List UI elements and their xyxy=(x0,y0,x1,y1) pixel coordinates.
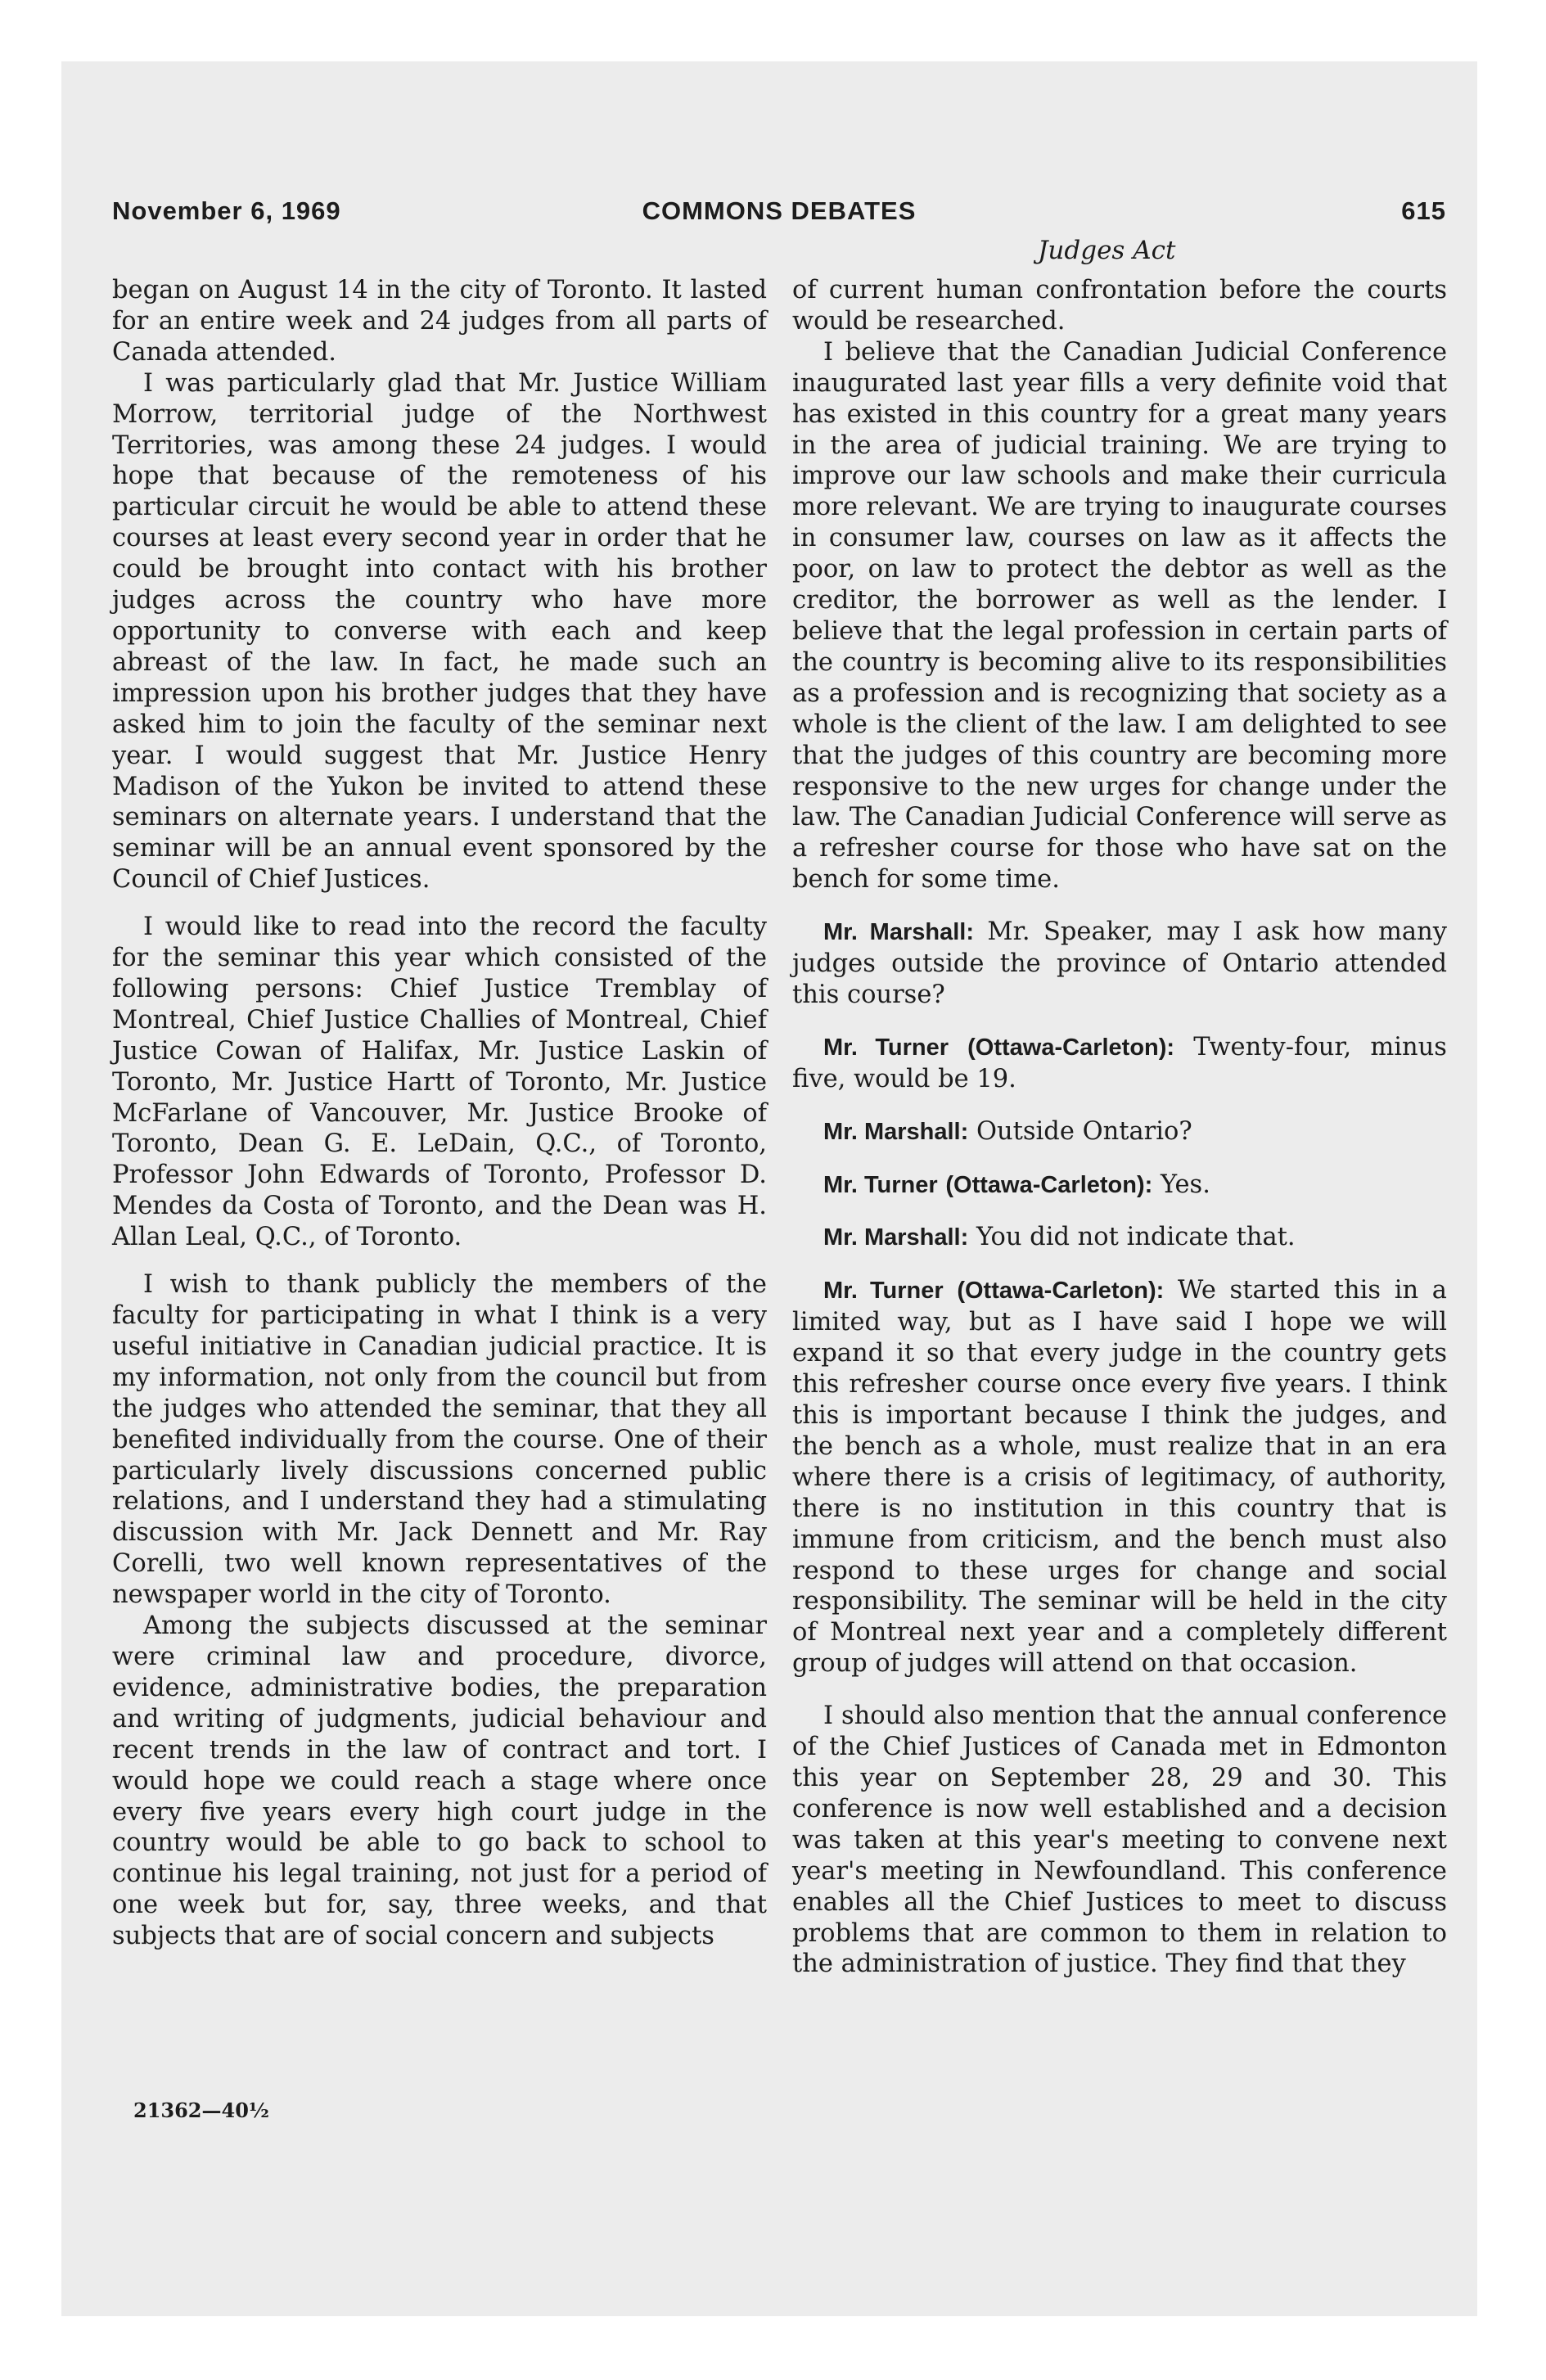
right-column xyxy=(792,275,1447,1980)
speech-text: You did not indicate that. xyxy=(976,1223,1296,1252)
speaker-riding: (Ottawa-Carleton): xyxy=(945,1171,1153,1198)
speech-marshall xyxy=(792,1116,1447,1148)
speech-text: We started this in a limited way, but as I have said I hope we will expand it so that every judge in the country gets this refresher course once every five years. I think this is important because I think the judges, and the bench as a whole, must realize that in an era where there is a crisis of legitimacy, of authority, there is no institution in this country that is immune from criticism, and the bench must also respond to these urges for change and social responsibility. The seminar will be held in the city of Montreal next year and a completely different group of judges will attend on that occasion. xyxy=(792,1276,1447,1679)
paragraph: of current human confrontation before the courts would be researched. xyxy=(792,276,1447,336)
speaker-name: Mr. Marshall: xyxy=(823,1224,969,1251)
speaker-name: Mr. Turner xyxy=(823,1278,944,1305)
speech-turner xyxy=(792,1275,1447,1679)
speaker-name: Mr. Marshall: xyxy=(823,919,974,946)
page-header xyxy=(112,196,1446,237)
paragraph: began on August 14 in the city of Toronto. It lasted for an entire week and 24 judges from all parts of Canada attended. xyxy=(112,276,767,367)
speaker-name: Mr. Turner xyxy=(823,1034,949,1061)
paragraph: I believe that the Canadian Judicial Conference inaugurated last year fills a very definite void that has existed in this country for a great many years in the area of judicial training. We are trying to improve our law schools and make their curricula more relevant. We are trying to inaugurate courses in consumer law, courses on law as it affects the poor, on law to protect the debtor as well as the creditor, the borrower as well as the lender. I believe that the legal profession in certain parts of the country is becoming alive to its responsibilities as a profession and is recognizing that society as a whole is the client of the law. I am delighted to see that the judges of this country are becoming more responsive to the new urges for change under the law. The Canadian Judicial Conference will serve as a refresher course for those who have sat on the bench for some time. xyxy=(792,337,1447,895)
header-date: November 6, 1969 xyxy=(112,196,341,225)
header-page-number: 615 xyxy=(1401,196,1446,225)
speech-turner xyxy=(792,1170,1447,1201)
speaker-riding: (Ottawa-Carleton): xyxy=(957,1278,1165,1305)
paragraph: I should also mention that the annual conference of the Chief Justices of Canada met in Edmonton this year on September 28, 29 and 30. This conference is now well established and a decision was taken at this year's meeting to convene next year's meeting in Newfoundland. This conference enables all the Chief Justices to meet to discuss problems that are common to them in relation to the administration of justice. They find that they xyxy=(792,1702,1447,1979)
speech-text: Twenty-four, minus five, would be 19. xyxy=(792,1032,1447,1093)
speech-marshall xyxy=(792,917,1447,1011)
header-publication: COMMONS DEBATES xyxy=(642,196,917,225)
paragraph: I would like to read into the record the faculty for the seminar this year which consisted of the following persons: Chief Justice Tremblay of Montreal, Chief Justice Challies of Montreal, Chief Justice Cowan of Halifax, Mr. Justice Laskin of Toronto, Mr. Justice Hartt of Toronto, Mr. Justice McFarlane of Vancouver, Mr. Justice Brooke of Toronto, Dean G. E. LeDain, Q.C., of Toronto, Professor John Edwards of Toronto, Professor D. Mendes da Costa of Toronto, and the Dean was H. Allan Leal, Q.C., of Toronto. xyxy=(112,913,767,1252)
running-subject: Judges Act xyxy=(1038,236,1176,265)
left-column xyxy=(112,275,767,1952)
paragraph: Among the subjects discussed at the seminar were criminal law and procedure, divorce, evidence, administrative bodies, the preparation and writing of judgments, judicial behaviour and recent trends in the law of contract and tort. I would hope we could reach a stage where once every five years every high court judge in the country would be able to go back to school to continue his legal training, not just for a period of one week but for, say, three weeks, and that subjects that are of social concern and subjects xyxy=(112,1611,767,1951)
speech-text: Yes. xyxy=(1161,1170,1210,1199)
speaker-riding: (Ottawa-Carleton): xyxy=(967,1034,1175,1061)
speech-text: Outside Ontario? xyxy=(976,1116,1192,1146)
speaker-name: Mr. Marshall: xyxy=(823,1118,969,1145)
speaker-name: Mr. Turner xyxy=(823,1171,938,1198)
speech-turner xyxy=(792,1032,1447,1095)
paragraph: I was particularly glad that Mr. Justice William Morrow, territorial judge of the Northwest Territories, was among these 24 judges. I would hope that because of the remoteness of his particular circuit he would be able to attend these courses at least every second year in order that he could be brought into contact with his brother judges across the country who have more opportunity to converse with each and keep abreast of the law. In fact, he made such an impression upon his brother judges that they have asked him to join the faculty of the seminar next year. I would suggest that Mr. Justice Henry Madison of the Yukon be invited to attend these seminars on alternate years. I understand that the seminar will be an annual event sponsored by the Council of Chief Justices. xyxy=(112,368,767,895)
printer-signature: 21362—40½ xyxy=(133,2098,269,2122)
speech-marshall xyxy=(792,1222,1447,1254)
speech-text: Mr. Speaker, may I ask how many judges outside the province of Ontario attended this course? xyxy=(792,917,1447,1009)
paragraph: I wish to thank publicly the members of the faculty for participating in what I think is a very useful initiative in Canadian judicial practice. It is my information, not only from the council but from the judges who attended the seminar, that they all benefited individually from the course. One of their particularly lively discussions concerned public relations, and I understand they had a stimulating discussion with Mr. Jack Dennett and Mr. Ray Corelli, two well known representatives of the newspaper world in the city of Toronto. xyxy=(112,1270,767,1610)
